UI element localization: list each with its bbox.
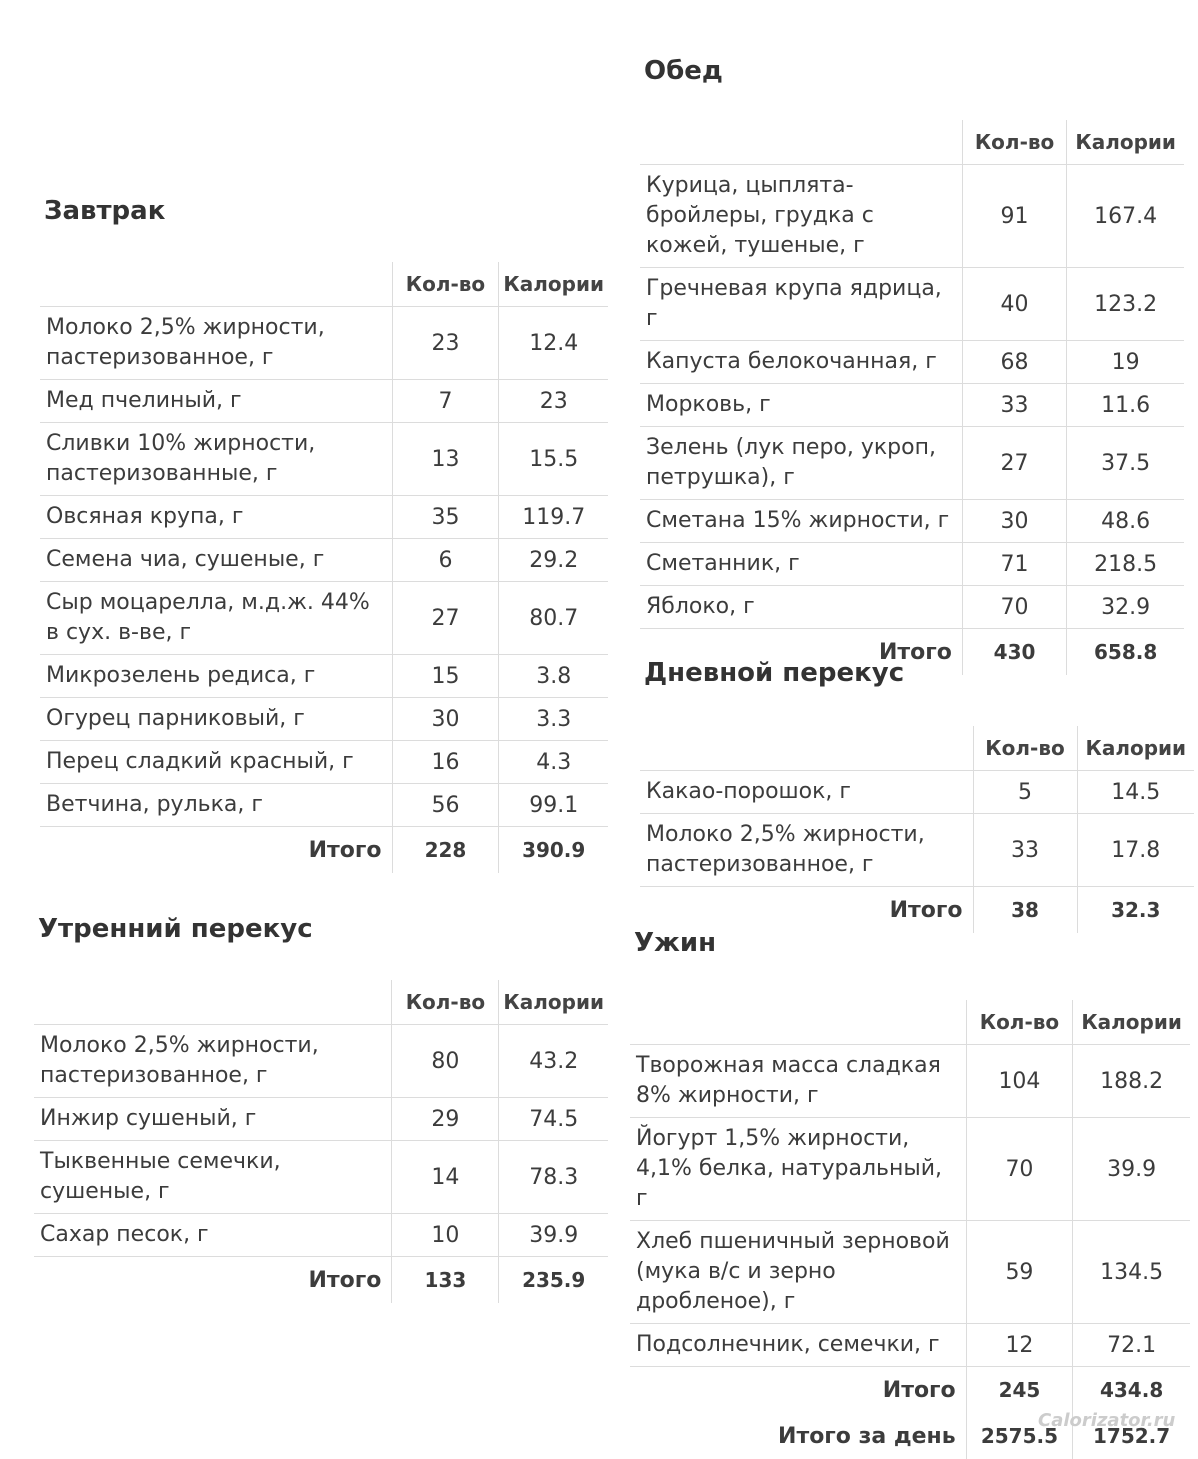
cal-header: Калории <box>499 980 608 1025</box>
food-name: Мед пчелиный, г <box>40 380 392 423</box>
qty-value: 56 <box>392 784 499 827</box>
food-name: Сливки 10% жирности, пастеризованные, г <box>40 423 392 496</box>
table-row <box>40 741 608 784</box>
cal-value: 43.2 <box>499 1025 608 1098</box>
total-qty: 38 <box>973 887 1077 934</box>
watermark: Calorizator.ru <box>1038 1410 1176 1431</box>
qty-value: 5 <box>973 771 1077 814</box>
meal-table <box>640 120 1184 675</box>
table-row <box>640 814 1194 887</box>
food-name: Тыквенные семечки, сушеные, г <box>34 1141 392 1214</box>
qty-header: Кол-во <box>966 1000 1073 1045</box>
qty-value: 30 <box>962 500 1066 543</box>
cal-value: 99.1 <box>499 784 608 827</box>
qty-value: 15 <box>392 655 499 698</box>
day-total-label: Итого за день <box>778 1423 956 1449</box>
table-row <box>640 771 1194 814</box>
food-name: Сахар песок, г <box>34 1214 392 1257</box>
section-title: Дневной перекус <box>644 658 905 688</box>
total-qty: 133 <box>392 1257 499 1304</box>
cal-value: 29.2 <box>499 539 608 582</box>
total-cal: 390.9 <box>499 827 608 874</box>
table-row <box>40 539 608 582</box>
table-row <box>40 582 608 655</box>
table-row <box>630 1221 1190 1324</box>
food-name: Молоко 2,5% жирности, пастеризованное, г <box>34 1025 392 1098</box>
qty-value: 40 <box>962 268 1066 341</box>
cal-value: 80.7 <box>499 582 608 655</box>
table-row <box>40 655 608 698</box>
day-total-cal: 1752.7 <box>1073 1413 1190 1459</box>
qty-value: 35 <box>392 496 499 539</box>
qty-value: 104 <box>966 1045 1073 1118</box>
qty-header: Кол-во <box>392 262 499 307</box>
qty-value: 59 <box>966 1221 1073 1324</box>
qty-value: 10 <box>392 1214 499 1257</box>
food-name: Йогурт 1,5% жирности, 4,1% белка, натуральный, г <box>630 1118 966 1221</box>
total-label: Итого <box>882 1377 956 1403</box>
table-row <box>34 1141 608 1214</box>
food-name: Хлеб пшеничный зерновой (мука в/с и зерно дробленое), г <box>630 1221 966 1324</box>
total-qty: 245 <box>966 1367 1073 1414</box>
qty-value: 23 <box>392 307 499 380</box>
cal-value: 218.5 <box>1067 543 1184 586</box>
food-name: Перец сладкий красный, г <box>40 741 392 784</box>
table-row <box>40 496 608 539</box>
cal-value: 78.3 <box>499 1141 608 1214</box>
qty-value: 12 <box>966 1324 1073 1367</box>
food-name: Микрозелень редиса, г <box>40 655 392 698</box>
total-cal: 434.8 <box>1073 1367 1190 1414</box>
food-name: Сметана 15% жирности, г <box>640 500 962 543</box>
meal-table <box>640 726 1194 933</box>
food-name: Семена чиа, сушеные, г <box>40 539 392 582</box>
food-name: Ветчина, рулька, г <box>40 784 392 827</box>
qty-value: 91 <box>962 165 1066 268</box>
total-label: Итого <box>308 837 382 863</box>
qty-value: 70 <box>962 586 1066 629</box>
qty-value: 80 <box>392 1025 499 1098</box>
cal-value: 4.3 <box>499 741 608 784</box>
qty-value: 14 <box>392 1141 499 1214</box>
cal-value: 32.9 <box>1067 586 1184 629</box>
total-label: Итого <box>878 639 952 665</box>
total-qty: 228 <box>392 827 499 874</box>
qty-value: 71 <box>962 543 1066 586</box>
table-row <box>34 1025 608 1098</box>
cal-value: 167.4 <box>1067 165 1184 268</box>
qty-value: 7 <box>392 380 499 423</box>
food-name: Сметанник, г <box>640 543 962 586</box>
qty-value: 27 <box>392 582 499 655</box>
table-row <box>34 1098 608 1141</box>
cal-value: 123.2 <box>1067 268 1184 341</box>
cal-value: 17.8 <box>1077 814 1194 887</box>
food-name: Сыр моцарелла, м.д.ж. 44% в сух. в-ве, г <box>40 582 392 655</box>
cal-value: 12.4 <box>499 307 608 380</box>
total-cal: 32.3 <box>1077 887 1194 934</box>
cal-value: 188.2 <box>1073 1045 1190 1118</box>
total-cal: 235.9 <box>499 1257 608 1304</box>
table-row <box>640 500 1184 543</box>
cal-value: 19 <box>1067 341 1184 384</box>
cal-header: Калории <box>1077 726 1194 771</box>
table-row <box>40 307 608 380</box>
food-name: Гречневая крупа ядрица, г <box>640 268 962 341</box>
section-title: Завтрак <box>44 196 166 226</box>
qty-value: 29 <box>392 1098 499 1141</box>
cal-value: 134.5 <box>1073 1221 1190 1324</box>
cal-value: 3.3 <box>499 698 608 741</box>
food-name: Молоко 2,5% жирности, пастеризованное, г <box>640 814 973 887</box>
food-name: Молоко 2,5% жирности, пастеризованное, г <box>40 307 392 380</box>
food-name: Курица, цыплята-бройлеры, грудка с кожей, тушеные, г <box>640 165 962 268</box>
table-row <box>40 698 608 741</box>
meal-table <box>630 1000 1190 1459</box>
food-name: Капуста белокочанная, г <box>640 341 962 384</box>
food-name: Какао-порошок, г <box>640 771 973 814</box>
table-row <box>640 586 1184 629</box>
total-row <box>34 1257 608 1304</box>
total-label: Итого <box>308 1267 382 1293</box>
table-row <box>40 784 608 827</box>
table-row <box>640 543 1184 586</box>
food-name: Подсолнечник, семечки, г <box>630 1324 966 1367</box>
day-total-qty: 2575.5 <box>966 1413 1073 1459</box>
cal-value: 119.7 <box>499 496 608 539</box>
cal-value: 72.1 <box>1073 1324 1190 1367</box>
cal-value: 37.5 <box>1067 427 1184 500</box>
table-row <box>640 341 1184 384</box>
qty-header: Кол-во <box>962 120 1066 165</box>
food-name: Овсяная крупа, г <box>40 496 392 539</box>
table-row <box>640 384 1184 427</box>
total-row <box>630 1367 1190 1414</box>
qty-header: Кол-во <box>973 726 1077 771</box>
cal-value: 23 <box>499 380 608 423</box>
table-row <box>640 165 1184 268</box>
qty-value: 30 <box>392 698 499 741</box>
total-row <box>640 887 1194 934</box>
cal-value: 15.5 <box>499 423 608 496</box>
table-row <box>640 268 1184 341</box>
qty-value: 68 <box>962 341 1066 384</box>
section-title: Обед <box>644 56 723 86</box>
food-name: Инжир сушеный, г <box>34 1098 392 1141</box>
total-cal: 658.8 <box>1067 629 1184 676</box>
table-row <box>630 1118 1190 1221</box>
total-label: Итого <box>889 897 963 923</box>
table-row <box>40 380 608 423</box>
total-qty: 430 <box>962 629 1066 676</box>
meal-table <box>34 980 608 1303</box>
food-name: Огурец парниковый, г <box>40 698 392 741</box>
table-row <box>630 1045 1190 1118</box>
qty-header: Кол-во <box>392 980 499 1025</box>
qty-value: 13 <box>392 423 499 496</box>
cal-header: Калории <box>1073 1000 1190 1045</box>
table-row <box>640 427 1184 500</box>
meal-table <box>40 262 608 873</box>
cal-value: 39.9 <box>1073 1118 1190 1221</box>
food-name: Зелень (лук перо, укроп, петрушка), г <box>640 427 962 500</box>
cal-value: 14.5 <box>1077 771 1194 814</box>
cal-value: 48.6 <box>1067 500 1184 543</box>
qty-value: 70 <box>966 1118 1073 1221</box>
table-row <box>34 1214 608 1257</box>
food-name: Творожная масса сладкая 8% жирности, г <box>630 1045 966 1118</box>
table-row <box>630 1324 1190 1367</box>
food-name: Морковь, г <box>640 384 962 427</box>
section-title: Ужин <box>634 928 717 958</box>
qty-value: 33 <box>973 814 1077 887</box>
qty-value: 16 <box>392 741 499 784</box>
cal-value: 74.5 <box>499 1098 608 1141</box>
cal-header: Калории <box>1067 120 1184 165</box>
cal-value: 3.8 <box>499 655 608 698</box>
qty-value: 33 <box>962 384 1066 427</box>
total-row <box>40 827 608 874</box>
cal-value: 11.6 <box>1067 384 1184 427</box>
table-row <box>40 423 608 496</box>
cal-value: 39.9 <box>499 1214 608 1257</box>
food-name: Яблоко, г <box>640 586 962 629</box>
qty-value: 27 <box>962 427 1066 500</box>
section-title: Утренний перекус <box>38 914 313 944</box>
qty-value: 6 <box>392 539 499 582</box>
cal-header: Калории <box>499 262 608 307</box>
